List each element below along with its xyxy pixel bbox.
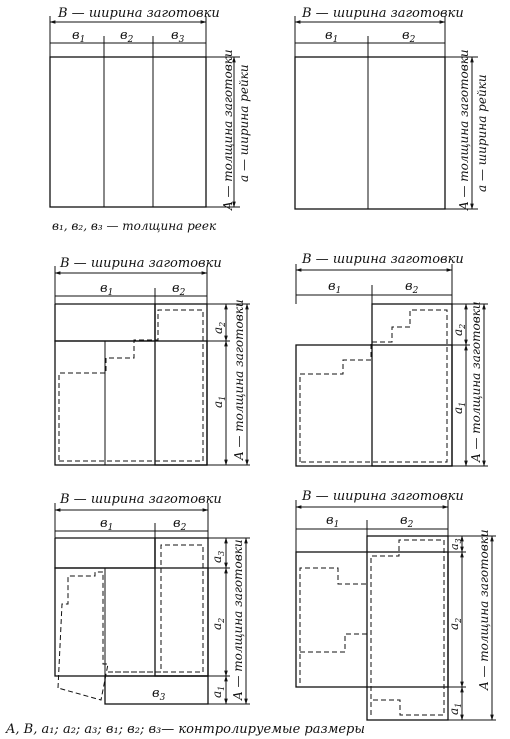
a3-label: $a_3$ — [448, 538, 463, 550]
a1-label: $a_1$ — [447, 702, 463, 715]
thickness-label: A — толщина заготовки — [457, 49, 471, 210]
width-label: B — ширина заготовки — [302, 489, 464, 504]
thickness-label: A — толщина заготовки — [221, 49, 235, 210]
b2-label: $в_2$ — [400, 513, 414, 530]
b2-label: $в_2$ — [120, 28, 134, 45]
width-label: B — ширина заготовки — [60, 492, 222, 507]
a1-label: $a_1$ — [211, 395, 227, 408]
a1-label: $a_1$ — [451, 401, 467, 414]
width-label: B — ширина заготовки — [58, 6, 220, 21]
b2-label: $в_2$ — [405, 279, 419, 296]
blank-contour — [300, 568, 367, 683]
workpiece — [295, 57, 445, 209]
workpiece — [296, 345, 452, 466]
strip-width-label: a — ширина рейки — [475, 74, 489, 192]
blank-contour — [59, 310, 203, 461]
width-label: B — ширина заготовки — [302, 252, 464, 267]
b3-label: $в_3$ — [171, 28, 185, 45]
strip-right — [155, 538, 208, 676]
b2-label: $в_2$ — [402, 28, 416, 45]
workpiece — [55, 568, 208, 676]
panel-3 — [55, 256, 250, 465]
b3-label: $в_3$ — [152, 686, 166, 703]
strip-right — [372, 304, 452, 466]
panel-5 — [55, 492, 250, 704]
a2-label: $a_2$ — [211, 321, 227, 334]
strip-right — [367, 536, 448, 720]
strips-note: в₁, в₂, в₃ — толщина реек — [52, 219, 217, 233]
b1-label: $в_1$ — [72, 28, 86, 45]
width-label: B — ширина заготовки — [302, 6, 464, 21]
thickness-label: A — толщина заготовки — [232, 299, 246, 460]
a2-label: $a_2$ — [447, 617, 463, 630]
strip-width-label: a — ширина рейки — [237, 64, 251, 182]
panel-4 — [296, 252, 488, 466]
controlled-dims-note: A, B, a₁; a₂; a₃; в₁; в₂; в₃— контролируемые размеры — [6, 722, 365, 737]
blank-contour — [58, 572, 108, 700]
strip-right — [155, 304, 207, 465]
workpiece — [296, 552, 448, 687]
offcut — [55, 538, 155, 568]
thickness-label: A — толщина заготовки — [231, 539, 245, 700]
a3-label: $a_3$ — [210, 550, 226, 563]
a1-label: $a_1$ — [210, 685, 226, 698]
blank-contour — [300, 310, 447, 462]
thickness-label: A — толщина заготовки — [477, 529, 491, 690]
b1-label: $в_1$ — [325, 28, 339, 45]
a2-label: $a_2$ — [210, 617, 226, 630]
b1-label: $в_1$ — [328, 279, 342, 296]
b2-label: $в_2$ — [172, 281, 186, 298]
blank-contour — [371, 540, 444, 715]
panel-1 — [50, 6, 251, 233]
workpiece — [55, 341, 207, 465]
b1-label: $в_1$ — [100, 281, 114, 298]
b1-label: $в_1$ — [100, 516, 114, 533]
b1-label: $в_1$ — [326, 513, 340, 530]
offcut — [55, 304, 155, 341]
panel-6 — [296, 489, 496, 720]
thickness-label: A — толщина заготовки — [469, 301, 483, 462]
a2-label: $a_2$ — [451, 323, 467, 336]
width-label: B — ширина заготовки — [60, 256, 222, 271]
panel-2 — [295, 6, 489, 211]
workpiece — [50, 57, 206, 207]
b2-label: $в_2$ — [173, 516, 187, 533]
